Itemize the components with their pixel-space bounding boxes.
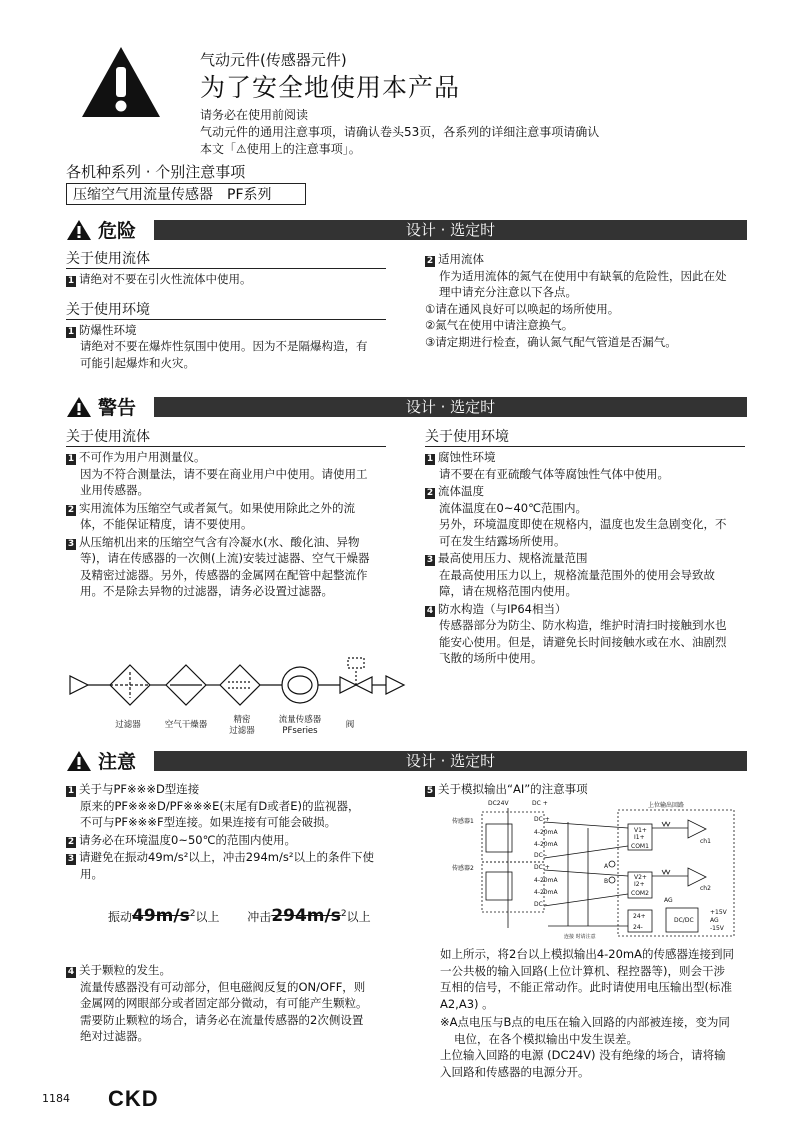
- item-text: 请绝对不要在爆炸性氛围中使用。因为不是隔爆构造，有: [80, 339, 368, 353]
- p24-label: 24+: [633, 913, 646, 920]
- sensor1-label: 传感器1: [452, 818, 474, 825]
- shock-value: 294m/s: [271, 906, 341, 926]
- item-number: 3: [67, 854, 75, 864]
- item-text: 原来的PF※※※D/PF※※※E(末尾有D或者E)的监视器，: [80, 798, 360, 813]
- item-title: 关于模拟输出“AI”的注意事项: [438, 782, 588, 796]
- warning-icon: [66, 396, 92, 418]
- item-text: 不可与PF※※※F型连接。如果连接有可能会破损。: [80, 815, 337, 829]
- danger-left-column: [66, 251, 396, 371]
- dc-minus-label: DC -: [534, 901, 547, 908]
- header-subtitle: 气动元件(传感器元件): [200, 51, 347, 69]
- item-text: 用。不是除去异物的过滤器，请务必设置过滤器。: [80, 584, 333, 598]
- item-title: 适用流体: [438, 252, 484, 266]
- item-text: 及精密过滤器。另外，传感器的金属网在配管中起整流作: [80, 567, 368, 582]
- item-text: 实用流体为压缩空气或者氮气。如果使用除此之外的流: [79, 500, 355, 515]
- item-title: 腐蚀性环境: [438, 450, 496, 464]
- item-number: 1: [67, 454, 75, 464]
- vib-label: 振动: [108, 910, 133, 924]
- item-text: 因为不符合测量法，请不要在商业用户中使用。请使用工: [80, 466, 368, 481]
- item-number: 3: [67, 538, 75, 549]
- dc-plus-label: DC +: [532, 800, 548, 807]
- item-number: 1: [67, 786, 75, 796]
- item-text: 入回路和传感器的电源分开。: [440, 1064, 590, 1079]
- caution-level-bar: [66, 749, 747, 773]
- item-number: 1: [67, 326, 75, 337]
- note-text: ※A点电压与B点的电压在输入回路的内部被连接，变为同: [440, 1015, 730, 1029]
- ch1-label: ch1: [700, 838, 711, 845]
- diagram-label: 流量传感器 PFseries: [278, 715, 322, 736]
- item-title: 流体温度: [438, 484, 484, 498]
- section-bar: 设计 · 选定时: [154, 397, 747, 417]
- item-text: 一公共极的输入回路(上位计算机、程控器等)，则会干涉: [440, 963, 725, 978]
- item-title: 防水构造（与IP64相当）: [438, 601, 567, 616]
- section-heading: 关于使用环境: [66, 302, 386, 320]
- item-text: 飞散的场所中使用。: [439, 651, 543, 665]
- ma-label: 4-20mA: [534, 829, 558, 836]
- item-point: ①请在通风良好可以唤起的场所使用。: [425, 301, 620, 316]
- diagram-label: 阀: [345, 720, 355, 730]
- item-text: 流体温度在0~40℃范围内。: [439, 500, 587, 515]
- item-number: 4: [426, 605, 434, 616]
- item-text: 请不要在有亚硫酸气体等腐蚀性气体中使用。: [439, 466, 669, 481]
- section-heading: 关于使用环境: [425, 429, 745, 447]
- warning-icon: [66, 750, 92, 772]
- item-text: 可在发生结露场所使用。: [439, 533, 566, 548]
- item-text: 上位输入回路的电源 (DC24V) 没有绝缘的场合，请将输: [440, 1048, 726, 1062]
- item-number: 2: [426, 256, 434, 266]
- item-number: 5: [426, 786, 434, 796]
- piping-diagram: [64, 652, 414, 710]
- item-text: 从压缩机出来的压缩空气含有冷凝水(水、酸化油、异物: [79, 534, 360, 549]
- v1-label: V1+: [634, 827, 647, 834]
- warning-right-column: [425, 429, 750, 667]
- item-number: 2: [426, 488, 434, 498]
- item-text: 可能引起爆炸和火灾。: [80, 355, 195, 370]
- item-text: 绝对过滤器。: [80, 1029, 149, 1043]
- caution-right-column: [425, 781, 750, 798]
- danger-level-bar: [66, 218, 747, 242]
- i1-label: I1+: [634, 834, 645, 841]
- warning-left-column: [66, 429, 396, 600]
- page-number: 1184: [42, 1092, 70, 1105]
- warning-triangle-icon: [80, 45, 162, 119]
- fg-note: 连接 时请注意: [564, 934, 596, 940]
- item-text: 流量传感器没有可动部分，但电磁阀反复的ON/OFF，则: [80, 979, 366, 994]
- com1-label: COM1: [631, 843, 649, 850]
- circuit-diagram: [448, 798, 748, 940]
- item-text: 互相的信号，不能正常动作。此时请使用电压输出型(标准: [440, 980, 732, 994]
- section-heading: 关于使用流体: [66, 429, 386, 447]
- item-point: ③请定期进行检查，确认氮气配气管道是否漏气。: [425, 334, 677, 349]
- item-text: 障，请在规格范围内使用。: [439, 584, 577, 598]
- ma-label: 4-20mA: [534, 841, 558, 848]
- section-bar: 设计 · 选定时: [154, 751, 747, 771]
- item-text: 能安心使用。但是，请避免长时间接触水或在水、油剧烈: [439, 634, 727, 649]
- series-name-box: 压缩空气用流量传感器 PF系列: [66, 183, 306, 205]
- note-text: 电位，在各个模拟输出中发生误差。: [454, 1031, 638, 1046]
- v2-label: V2+: [634, 874, 647, 881]
- item-text: 等)，请在传感器的一次侧(上流)安装过滤器、空气干燥器: [80, 551, 370, 565]
- level-label: 危险: [98, 220, 137, 242]
- notice-line: 本文「⚠使用上的注意事项」。: [200, 142, 361, 156]
- plus15-label: +15V: [710, 909, 727, 916]
- dc-minus-label: DC -: [534, 852, 547, 859]
- vib-value: 49m/s: [132, 906, 190, 926]
- vib-suffix: 以上: [195, 910, 220, 924]
- point-a-label: A: [604, 863, 609, 870]
- ma-label: 4-20mA: [534, 889, 558, 896]
- series-heading: 各机种系列 · 个别注意事项: [66, 163, 246, 181]
- diagram-label: 精密 过滤器: [229, 715, 255, 736]
- dc24v-label: DC24V: [488, 800, 509, 807]
- item-text: 金属网的网眼部分或者固定部分微动，有可能产生颗粒。: [80, 996, 368, 1010]
- item-number: 3: [426, 555, 434, 565]
- item-text: 关于与PF※※※D型连接: [79, 782, 200, 796]
- shock-sup: 2: [340, 909, 347, 919]
- diagram-label: 过滤器: [115, 720, 141, 730]
- notice-line: 气动元件的通用注意事项，请确认卷头53页，各系列的详细注意事项请确认: [200, 125, 600, 139]
- diagram-label: 空气干燥器: [164, 720, 208, 730]
- vibration-spec: [108, 906, 371, 926]
- dcdc-label: DC/DC: [674, 917, 694, 924]
- notice-line: 请务必在使用前阅读: [200, 108, 309, 122]
- item-number: 2: [67, 504, 75, 515]
- item-text: 另外，环境温度即使在规格内，温度也发生急剧变化，不: [439, 517, 727, 531]
- caution-left-column: [66, 781, 396, 882]
- item-number: 4: [67, 967, 75, 977]
- item-text: 需要防止颗粒的场合，请务必在流量传感器的2次侧设置: [80, 1012, 364, 1027]
- page-title: 为了安全地使用本产品: [200, 73, 461, 102]
- brand-logo: CKD: [108, 1086, 159, 1111]
- level-label: 注意: [98, 751, 137, 773]
- minus15-label: -15V: [710, 925, 724, 932]
- item-text: A2,A3) 。: [440, 996, 494, 1011]
- item-title: 最高使用压力、规格流量范围: [438, 551, 588, 565]
- i2-label: I2+: [634, 881, 645, 888]
- item-text: 在最高使用压力以上，规格流量范围外的使用会导致故: [439, 567, 715, 582]
- upper-circuit-label: 上位输出回路: [648, 802, 685, 809]
- item-text: 不可作为用户用测量仪。: [79, 450, 206, 464]
- item-text: 请避免在振动49m/s²以上，冲击294m/s²以上的条件下使: [79, 850, 374, 864]
- ch2-label: ch2: [700, 885, 711, 892]
- item-text: 如上所示，将2台以上模拟输出4-20mA的传感器连接到同: [440, 947, 734, 961]
- item-text: 理中请充分注意以下各点。: [439, 285, 577, 299]
- item-text: 业用传感器。: [80, 483, 149, 497]
- level-label: 警告: [98, 397, 137, 419]
- dc-plus-label: DC +: [534, 816, 550, 823]
- sensor2-label: 传感器2: [452, 865, 474, 872]
- item-number: 1: [426, 454, 434, 464]
- item-number: 1: [67, 276, 75, 286]
- caution-item4: [66, 962, 396, 1045]
- section-bar: 设计 · 选定时: [154, 220, 747, 240]
- dc-plus-label: DC +: [534, 864, 550, 871]
- warning-icon: [66, 219, 92, 241]
- m24-label: 24-: [633, 924, 643, 931]
- item-text: 请绝对不要在引火性流体中使用。: [79, 272, 252, 286]
- com2-label: COM2: [631, 890, 649, 897]
- shock-suffix: 以上: [346, 910, 371, 924]
- item-number: 2: [67, 836, 75, 847]
- item-text: 请务必在环境温度0~50℃的范围内使用。: [79, 832, 296, 847]
- item-text: 用。: [80, 866, 103, 881]
- item-point: ②氮气在使用中请注意换气。: [425, 318, 574, 332]
- item-title: 防爆性环境: [79, 322, 137, 337]
- item-text: 关于颗粒的发生。: [79, 963, 171, 977]
- ag2-label: AG: [710, 917, 719, 924]
- danger-right-column: [425, 251, 750, 350]
- circuit-explanation: [440, 946, 755, 1080]
- section-heading: 关于使用流体: [66, 251, 386, 269]
- vib-sup: 2: [189, 909, 196, 919]
- ag-label: AG: [664, 897, 673, 904]
- warning-level-bar: [66, 395, 747, 419]
- shock-label: 冲击: [247, 910, 272, 924]
- item-text: 传感器部分为防尘、防水构造，维护时清扫时接触到水也: [439, 618, 727, 632]
- item-text: 作为适用流体的氮气在使用中有缺氧的危险性，因此在处: [439, 268, 727, 283]
- item-text: 体，不能保证精度，请不要使用。: [80, 517, 253, 531]
- point-b-label: B: [604, 878, 609, 885]
- ma-label: 4-20mA: [534, 877, 558, 884]
